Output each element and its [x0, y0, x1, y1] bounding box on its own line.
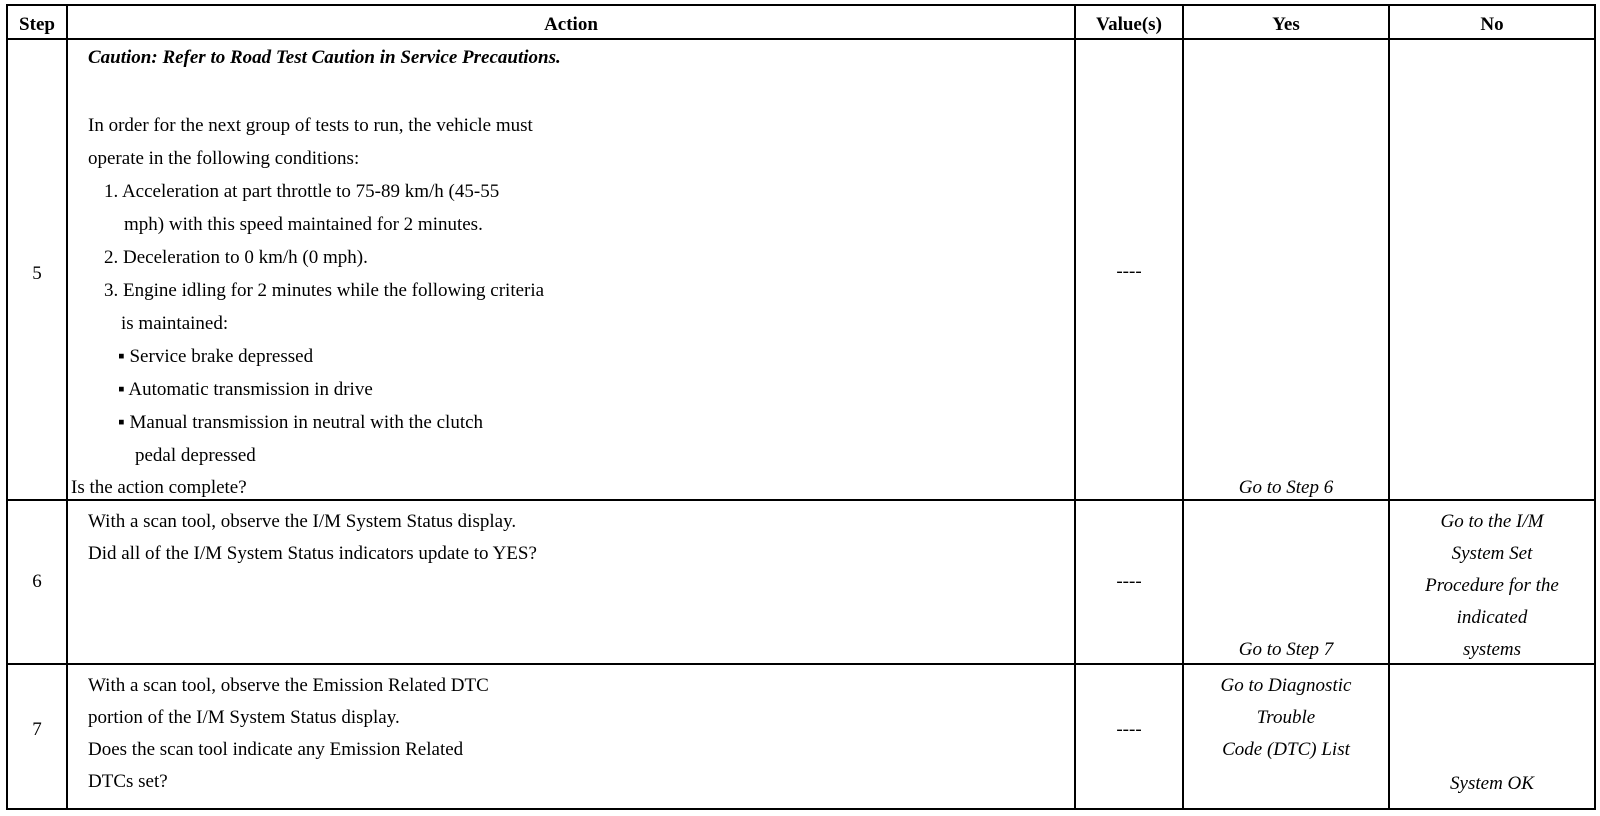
no-link[interactable]: System OK: [1450, 773, 1534, 794]
condition-item-cont: mph) with this speed maintained for 2 minutes.: [124, 214, 483, 235]
condition-item-cont: is maintained:: [121, 313, 229, 334]
action-line: With a scan tool, observe the I/M System Status display.: [88, 511, 517, 532]
step-number: 5: [32, 263, 42, 284]
header-values: Value(s): [1096, 14, 1162, 35]
no-link[interactable]: Procedure for the: [1425, 575, 1559, 596]
value-cell: ----: [1116, 571, 1142, 592]
header-action: Action: [544, 14, 598, 35]
caution-text: Caution: Refer to Road Test Caution in Service Precautions.: [88, 47, 561, 68]
bullet-item: ▪ Service brake depressed: [118, 346, 314, 367]
no-link[interactable]: indicated: [1456, 607, 1528, 628]
step-number: 6: [32, 571, 42, 592]
bullet-item: ▪ Manual transmission in neutral with the clutch: [118, 412, 484, 433]
yes-link[interactable]: Code (DTC) List: [1222, 739, 1350, 760]
question-text: Did all of the I/M System Status indicators update to YES?: [88, 543, 537, 564]
question-text: Does the scan tool indicate any Emission Related: [88, 739, 464, 760]
no-link[interactable]: systems: [1462, 639, 1522, 660]
yes-link[interactable]: Go to Step 6: [1238, 477, 1334, 498]
yes-link[interactable]: Go to Diagnostic: [1220, 675, 1352, 696]
no-link[interactable]: System Set: [1451, 543, 1533, 564]
action-line: With a scan tool, observe the Emission Related DTC: [88, 675, 489, 696]
question-text: Is the action complete?: [71, 477, 247, 498]
table-border-top: [6, 4, 1596, 6]
header-step: Step: [19, 14, 55, 35]
action-line: operate in the following conditions:: [88, 148, 360, 169]
header-yes: Yes: [1272, 14, 1300, 35]
condition-item: 2. Deceleration to 0 km/h (0 mph).: [104, 247, 368, 268]
yes-link[interactable]: Trouble: [1256, 707, 1316, 728]
no-link[interactable]: Go to the I/M: [1440, 511, 1544, 532]
table-border-right: [1594, 4, 1596, 810]
bullet-item-cont: pedal depressed: [135, 445, 256, 466]
col-divider-action: [1074, 4, 1076, 810]
bullet-item: ▪ Automatic transmission in drive: [118, 379, 373, 400]
col-divider-step: [66, 4, 68, 810]
value-cell: ----: [1116, 261, 1142, 282]
table-border-bottom: [6, 808, 1596, 810]
yes-link[interactable]: Go to Step 7: [1238, 639, 1334, 660]
condition-item: 1. Acceleration at part throttle to 75-89 km/h (45-55: [104, 181, 500, 202]
step-number: 7: [32, 719, 42, 740]
header-no: No: [1480, 14, 1504, 35]
table-border-left: [6, 4, 8, 810]
action-line: In order for the next group of tests to run, the vehicle must: [88, 115, 533, 136]
condition-item: 3. Engine idling for 2 minutes while the following criteria: [104, 280, 545, 301]
value-cell: ----: [1116, 719, 1142, 740]
action-line: portion of the I/M System Status display.: [88, 707, 400, 728]
col-divider-yes: [1388, 4, 1390, 810]
question-text: DTCs set?: [88, 771, 168, 792]
row-divider-6-7: [6, 663, 1596, 665]
diagnostic-table: [6, 4, 1596, 810]
